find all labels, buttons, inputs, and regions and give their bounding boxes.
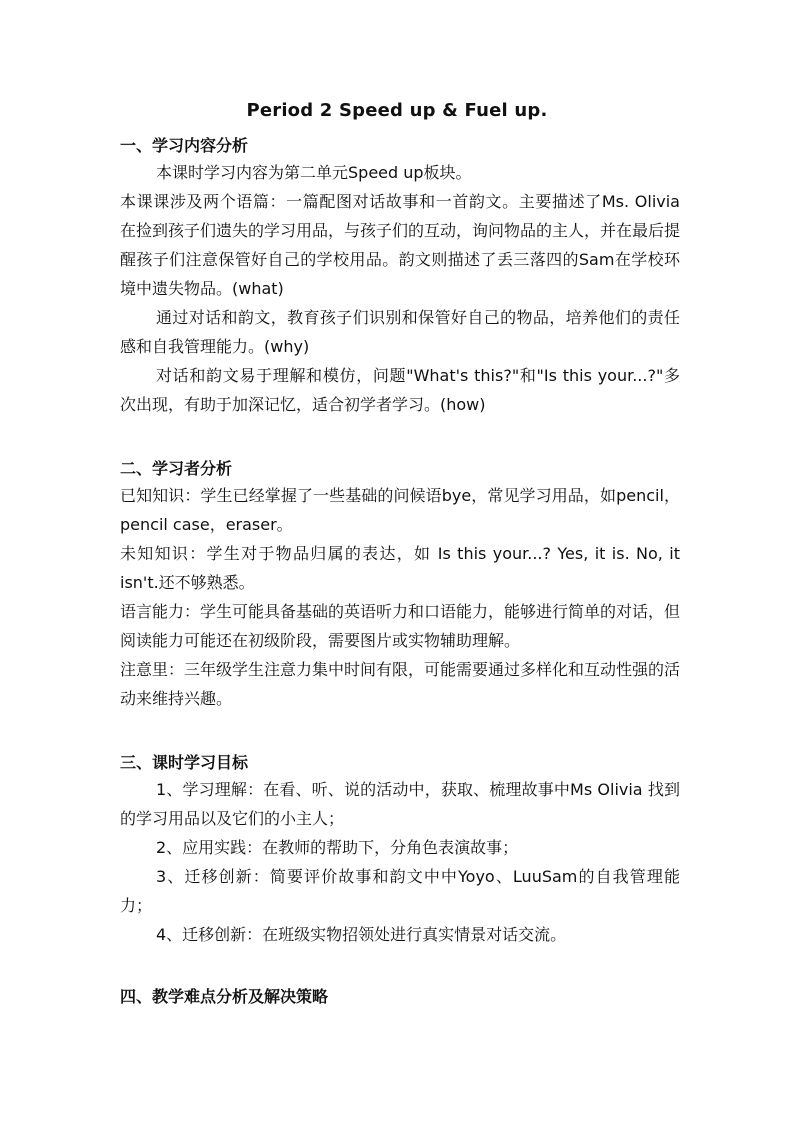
paragraph: 2、应用实践：在教师的帮助下，分角色表演故事；	[156, 838, 519, 857]
paragraph: 本课时学习内容为第二单元Speed up板块。	[156, 163, 472, 182]
paragraph: 已知知识：学生已经掌握了一些基础的问候语bye，常见学习用品，如pencil，pencil case，eraser。	[120, 486, 680, 534]
section-heading: 三、课时学习目标	[120, 753, 249, 772]
paragraph: 注意里：三年级学生注意力集中时间有限，可能需要通过多样化和互动性强的活动来维持兴趣。	[120, 660, 681, 708]
paragraph: 通过对话和韵文，教育孩子们识别和保管好自己的物品，培养他们的责任感和自我管理能力。(why)	[120, 308, 680, 356]
paragraph: 未知知识：学生对于物品归属的表达，如 Is this your...? Yes, it is. No, it isn't.还不够熟悉。	[120, 544, 680, 592]
paragraph: 对话和韵文易于理解和模仿，问题"What's this?"和"Is this your...?"多次出现，有助于加深记忆，适合初学者学习。(how)	[120, 366, 680, 414]
section-heading: 四、教学难点分析及解决策略	[120, 987, 329, 1006]
paragraph: 语言能力：学生可能具备基础的英语听力和口语能力，能够进行简单的对话，但阅读能力可能还在初级阶段，需要图片或实物辅助理解。	[120, 602, 681, 650]
paragraph: 1、学习理解：在看、听、说的活动中，获取、梳理故事中Ms Olivia 找到的学习用品以及它们的小主人；	[120, 780, 680, 828]
document-title: Period 2 Speed up & Fuel up.	[246, 100, 548, 121]
section-heading: 一、学习内容分析	[120, 136, 249, 155]
paragraph: 本课课涉及两个语篇：一篇配图对话故事和一首韵文。主要描述了Ms. Olivia 在捡到孩子们遗失的学习用品，与孩子们的互动，询问物品的主人，并在最后提醒孩子们注意保管好自己的学校用品。韵文则描述了丢三落四的Sam在学校环境中遗失物品。(what)	[120, 192, 681, 298]
paragraph: 4、迁移创新：在班级实物招领处进行真实情景对话交流。	[156, 925, 567, 944]
section-heading: 二、学习者分析	[120, 459, 233, 478]
paragraph: 3、迁移创新：简要评价故事和韵文中中Yoyo、LuuSam的自我管理能力；	[120, 867, 680, 915]
